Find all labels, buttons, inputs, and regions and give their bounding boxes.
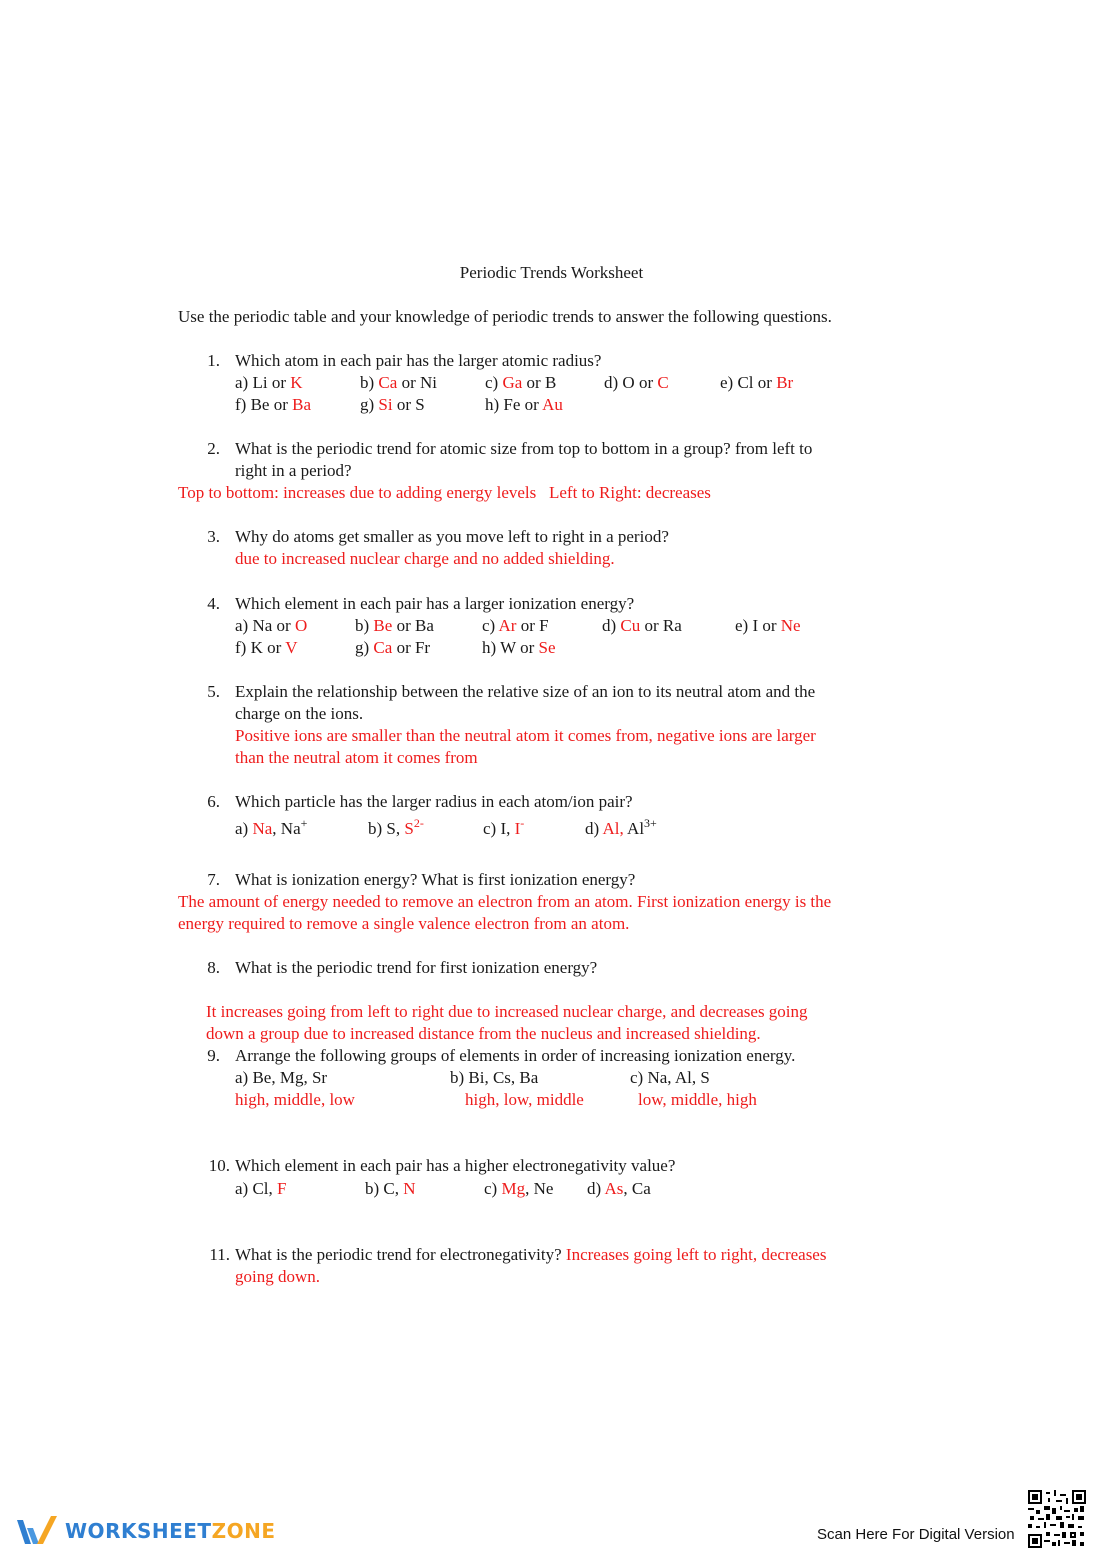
choice-d: d) O or C (604, 373, 669, 392)
answer: Br (776, 373, 794, 392)
answer: Ba (292, 395, 312, 414)
answer: F (277, 1179, 287, 1198)
question-text: What is the periodic trend for electronegativity? Increases going left to right, decreases (235, 1245, 827, 1264)
answer: $S^{2-}$ (404, 816, 424, 838)
answer: Cu (620, 616, 641, 635)
answer: Ne (780, 616, 801, 635)
logo-text: WORKSHEETZONE (65, 1519, 276, 1543)
choice-e: e) I or Ne (735, 616, 801, 635)
answer: It increases going from left to right due to increased nuclear charge, and decreases going (206, 1002, 808, 1021)
w-logo-icon (15, 1514, 59, 1548)
question-number: 1. (207, 351, 220, 370)
question-number: 6. (207, 792, 220, 811)
choice-b: b) S, $S^{2-}$ (368, 816, 424, 838)
answer: C (657, 373, 669, 392)
answer: Ar (498, 616, 517, 635)
answer: Al, (602, 819, 624, 838)
choice-g: g) Si or S (360, 395, 425, 414)
answer: K (290, 373, 303, 392)
question-text: Which element in each pair has a larger ionization energy? (235, 594, 635, 613)
choice-g: g) Ca or Fr (355, 638, 431, 657)
choice-d: d) As, Ca (587, 1179, 651, 1198)
answer: Be (373, 616, 393, 635)
answer-b: high, low, middle (465, 1090, 584, 1109)
choice-e: e) Cl or Br (720, 373, 794, 392)
question-text: What is ionization energy? What is first ionization energy? (235, 870, 636, 889)
answer: Increases going left to right, decreases (565, 1245, 827, 1264)
question-text: What is the periodic trend for first ionization energy? (235, 958, 598, 977)
answer: Ca (378, 373, 398, 392)
choice-d: d) Al, $Al^{3+}$ (585, 816, 657, 838)
answer: V (285, 638, 298, 657)
answer: Na (252, 819, 273, 838)
choice-f: f) Be or Ba (235, 395, 312, 414)
question-number: 10. (208, 1156, 230, 1175)
choice-h: h) Fe or Au (485, 395, 563, 414)
answer: Se (538, 638, 556, 657)
choice-b: b) Ca or Ni (360, 373, 437, 392)
choice-b: b) Be or Ba (355, 616, 434, 635)
answer: Au (542, 395, 563, 414)
worksheet-title: Periodic Trends Worksheet (459, 263, 644, 282)
question-text: Why do atoms get smaller as you move left to right in a period? (235, 527, 669, 546)
question-number: 3. (207, 527, 220, 546)
choice-c: c) Mg, Ne (484, 1179, 554, 1198)
answer: I- (514, 816, 525, 838)
answer: O (294, 616, 308, 635)
answer: Top to bottom: increases due to adding energy levels Left to Right: decreases (178, 483, 711, 502)
question-text: Which element in each pair has a higher electronegativity value? (235, 1156, 676, 1175)
question-text: Which particle has the larger radius in each atom/ion pair? (235, 792, 633, 811)
question-text: Explain the relationship between the relative size of an ion to its neutral atom and the (235, 682, 816, 701)
answer: due to increased nuclear charge and no added shielding. (235, 549, 615, 568)
choice-a: a) Cl, F (235, 1179, 287, 1198)
worksheetzone-logo[interactable] (15, 1513, 275, 1549)
answer: Mg (501, 1179, 526, 1198)
answer: As (604, 1179, 624, 1198)
scan-caption: Scan Here For Digital Version (817, 1526, 1015, 1543)
question-text: What is the periodic trend for atomic size from top to bottom in a group? from left to (235, 439, 813, 458)
question-number: 8. (207, 958, 220, 977)
question-number: 5. (207, 682, 220, 701)
qr-code-icon[interactable] (1028, 1490, 1086, 1548)
answer: energy required to remove a single valence electron from an atom. (178, 914, 630, 933)
answer: down a group due to increased distance from the nucleus and increased shielding. (206, 1024, 761, 1043)
question-number: 7. (207, 870, 220, 889)
choice-b: b) C, N (365, 1179, 416, 1198)
choice-c: c) Ga or B (485, 373, 557, 392)
choice-a: a) Na, Na+ (235, 816, 308, 838)
answer: Ca (373, 638, 393, 657)
question-number: 11. (209, 1245, 230, 1264)
choice-c: c) Ar or F (482, 616, 549, 635)
answer: Si (378, 395, 393, 414)
question-number: 4. (207, 594, 220, 613)
answer-c: low, middle, high (638, 1090, 757, 1109)
choice-f: f) K or V (235, 638, 298, 657)
instructions: Use the periodic table and your knowledge of periodic trends to answer the following questions. (178, 307, 832, 326)
question-text: Arrange the following groups of elements in order of increasing ionization energy. (235, 1046, 796, 1065)
answer: going down. (235, 1267, 320, 1286)
question-number: 9. (207, 1046, 220, 1065)
choice-a: a) Na or O (235, 616, 308, 635)
choice-d: d) Cu or Ra (602, 616, 682, 635)
question-text: charge on the ions. (235, 704, 364, 723)
choice-a: a) Be, Mg, Sr (235, 1068, 328, 1087)
question-text: Which atom in each pair has the larger atomic radius? (235, 351, 602, 370)
question-text: right in a period? (235, 461, 352, 480)
choice-c: c) Na, Al, S (630, 1068, 710, 1087)
choice-c: c) I, I- (483, 816, 525, 838)
answer: Positive ions are smaller than the neutral atom it comes from, negative ions are larger (235, 726, 816, 745)
answer: Ga (502, 373, 523, 392)
choice-a: a) Li or K (235, 373, 303, 392)
choice-b: b) Bi, Cs, Ba (450, 1068, 539, 1087)
choice-h: h) W or Se (482, 638, 556, 657)
answer: N (403, 1179, 416, 1198)
answer-a: high, middle, low (235, 1090, 355, 1109)
answer: than the neutral atom it comes from (235, 748, 478, 767)
question-number: 2. (207, 439, 220, 458)
answer: The amount of energy needed to remove an electron from an atom. First ionization energy is the (178, 892, 832, 911)
